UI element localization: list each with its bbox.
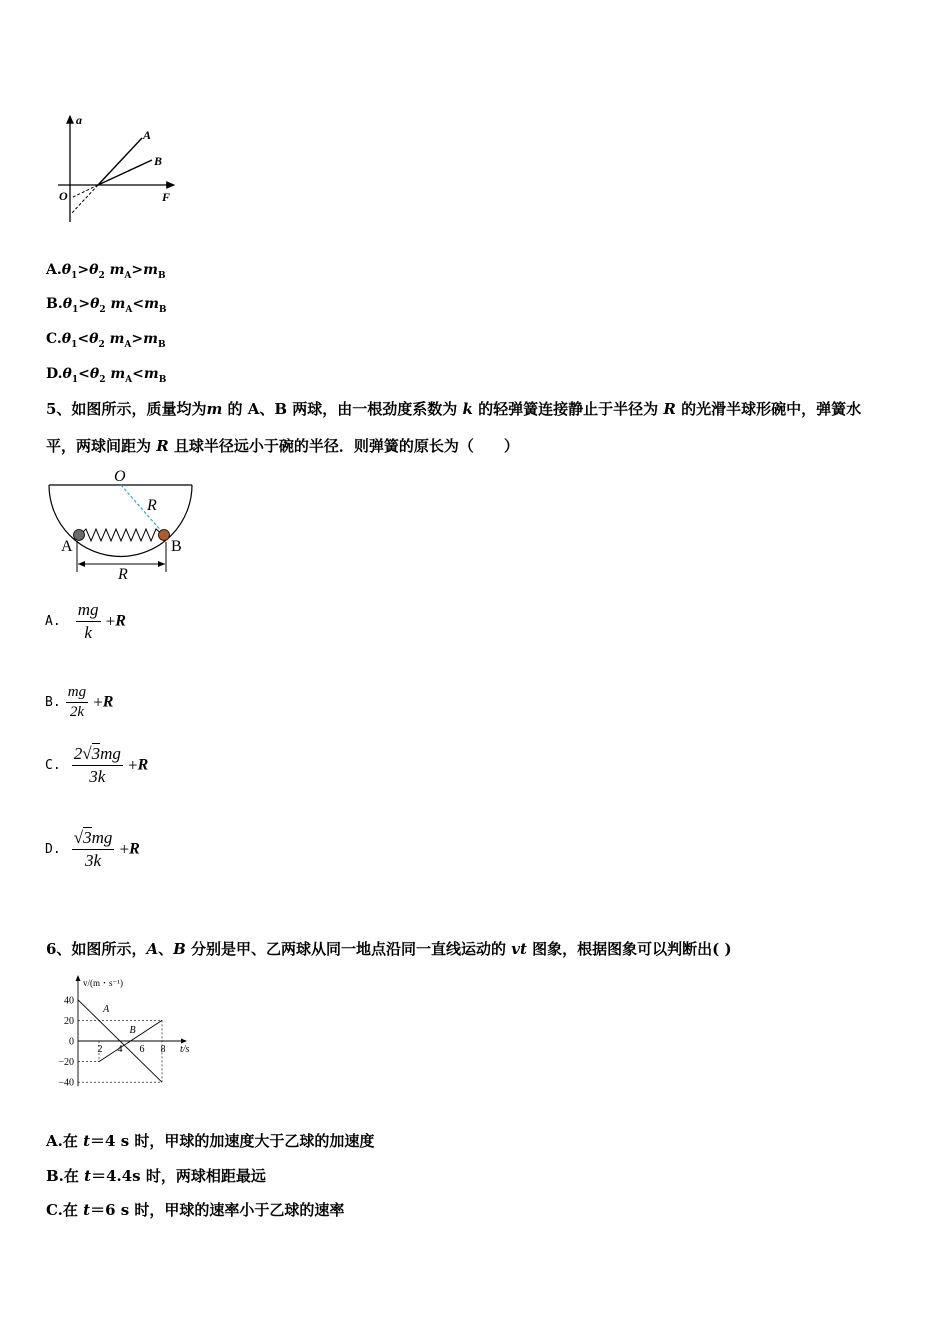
q5-text-line-2: 平，两球间距为 R 且球半径远小于碗的半径．则弹簧的原长为（ ） — [46, 437, 519, 455]
q4-option-c[interactable]: $C.\theta_1<\theta_2$ $m_A>m_B$ — [46, 331, 166, 350]
q4-option-d[interactable]: $D.\theta_1<\theta_2$ $m_A<m_B$ — [46, 366, 167, 385]
sqrt-sign: √ — [82, 744, 92, 763]
fraction: $\frac{mg}{k}$ — [77, 600, 99, 642]
x-tick-label: 2 — [97, 1044, 103, 1055]
spring — [80, 529, 163, 541]
v-axis-arrowhead — [76, 975, 81, 981]
ball-a-label: A — [61, 538, 73, 555]
fraction: $\frac{mg}{2k}$ — [67, 684, 87, 720]
t-axis-arrowhead — [181, 1039, 187, 1044]
a-axis-label: a — [76, 113, 82, 127]
q5-option-b[interactable]: B. $\frac{mg}{2k}$ +R — [45, 684, 114, 720]
y-tick-label: −20 — [58, 1057, 74, 1069]
q6-option-b[interactable]: B.在 t＝4.4s 时，两球相距最远 — [46, 1167, 266, 1185]
f-axis-label: F — [162, 190, 171, 204]
a-f-graph — [50, 110, 190, 230]
q4-option-b[interactable]: $B.\theta_1>\theta_2$ $m_A<m_B$ — [46, 296, 167, 315]
y-tick-label: −40 — [58, 1077, 74, 1089]
vt-chart — [40, 972, 220, 1094]
q5-option-c[interactable]: C. $\frac{2√3mg}{3k}$ +R — [45, 744, 149, 786]
sqrt-sign: √ — [73, 828, 84, 847]
y-tick-label: 20 — [64, 1015, 74, 1027]
y-tick-label: 0 — [69, 1036, 74, 1048]
line-b-extension — [71, 185, 98, 198]
line-b — [98, 160, 152, 185]
line-a-label: A — [143, 128, 152, 142]
center-label: O — [114, 468, 126, 485]
x-axis-label: t/s — [180, 1044, 190, 1055]
series-label-a: A — [103, 1004, 110, 1016]
x-tick-label: 4 — [117, 1044, 123, 1055]
line-a-extension — [71, 185, 98, 214]
series-label-b: B — [129, 1024, 136, 1036]
ball-b — [159, 530, 170, 541]
bowl-figure — [44, 462, 200, 584]
y-tick-label: 40 — [64, 995, 74, 1007]
line-a — [98, 138, 142, 185]
x-tick-label: 8 — [160, 1044, 166, 1055]
q4-option-a[interactable]: $A.\theta_1>\theta_2$ $m_A>m_B$ — [46, 262, 166, 281]
origin-label: O — [59, 189, 68, 203]
x-tick-label: 6 — [139, 1044, 145, 1055]
q5-option-d[interactable]: D. $\frac{√3mg}{3k}$ +R — [45, 828, 140, 870]
distance-label: R — [118, 566, 128, 583]
line-b-label: B — [154, 154, 163, 168]
ball-a — [74, 530, 85, 541]
q6-option-c[interactable]: C.在 t＝6 s 时，甲球的速率小于乙球的速率 — [46, 1201, 345, 1219]
y-axis-label: v/(m・s⁻¹) — [83, 978, 123, 988]
q5-option-a[interactable]: A. $\frac{mg}{k}$ +R — [45, 600, 126, 642]
dist-arrowhead-left — [78, 561, 85, 567]
q6-text: 6、如图所示，A、B 分别是甲、乙两球从同一地点沿同一直线运动的 vt 图象，根据图象可以判断出( ) — [46, 940, 732, 958]
q5-text-line-1: 5、如图所示，质量均为m 的 A、B 两球，由一根劲度系数为 k 的轻弹簧连接静止于半径为 R 的光滑半球形碗中，弹簧水 — [46, 400, 862, 418]
radius-label: R — [147, 497, 157, 514]
fraction: $\frac{2√3mg}{3k}$ — [73, 744, 121, 786]
q6-option-a[interactable]: A.在 t＝4 s 时，甲球的加速度大于乙球的加速度 — [46, 1132, 375, 1150]
dist-arrowhead-right — [158, 561, 165, 567]
ball-b-label: B — [171, 538, 182, 555]
fraction: $\frac{√3mg}{3k}$ — [73, 828, 113, 870]
